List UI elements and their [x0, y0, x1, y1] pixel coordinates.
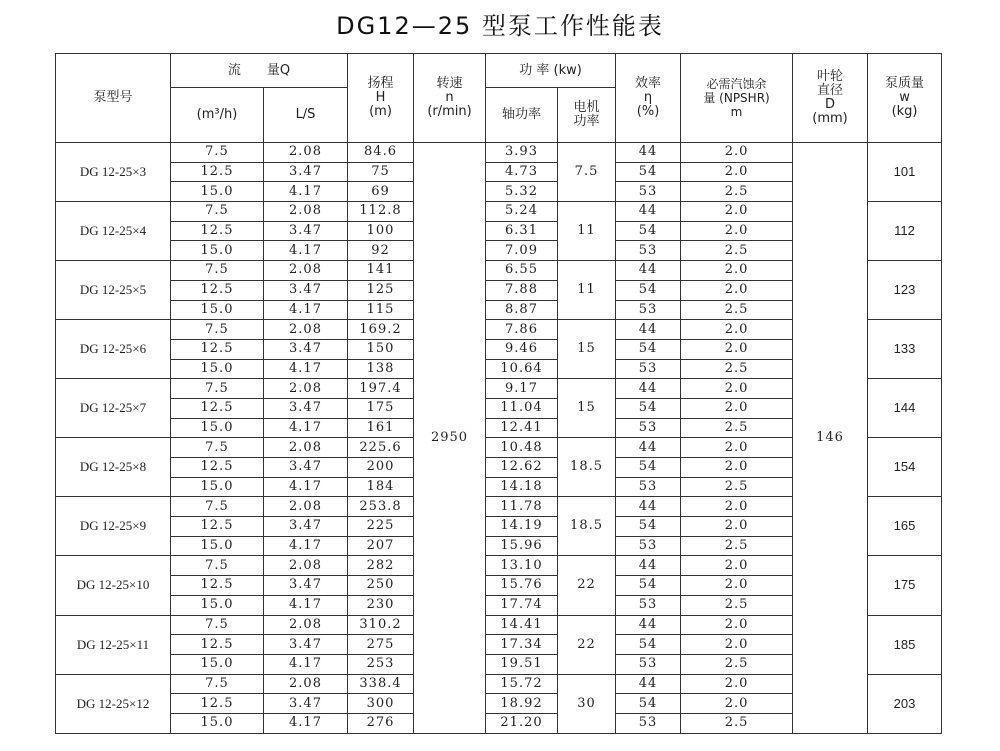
- npshr-cell: 2.0: [681, 694, 793, 714]
- header-speed: [414, 54, 486, 143]
- flow-m3h-cell: 7.5: [171, 379, 264, 399]
- flow-ls-cell: 2.08: [264, 202, 348, 222]
- model-name-cell: DG 12-25×12: [56, 674, 171, 733]
- flow-m3h-cell: 15.0: [171, 241, 264, 261]
- flow-ls-cell: 2.08: [264, 261, 348, 281]
- flow-ls-cell: 3.47: [264, 635, 348, 655]
- header-npshr-line3: m: [730, 105, 743, 119]
- pump-mass-cell: 175: [868, 556, 942, 615]
- table-body: [56, 143, 942, 734]
- flow-m3h-cell: 12.5: [171, 517, 264, 537]
- flow-m3h-cell: 7.5: [171, 143, 264, 163]
- npshr-cell: 2.0: [681, 143, 793, 163]
- header-mass: [868, 54, 942, 143]
- header-mass-label: 泵质量: [885, 76, 925, 91]
- head-cell: 115: [348, 300, 414, 320]
- efficiency-cell: 54: [616, 398, 681, 418]
- flow-m3h-cell: 15.0: [171, 713, 264, 733]
- model-name-cell: DG 12-25×6: [56, 320, 171, 379]
- npshr-cell: 2.0: [681, 379, 793, 399]
- efficiency-cell: 54: [616, 517, 681, 537]
- header-mass-symbol: w: [899, 90, 910, 105]
- head-cell: 112.8: [348, 202, 414, 222]
- efficiency-cell: 54: [616, 576, 681, 596]
- head-cell: 200: [348, 458, 414, 478]
- efficiency-cell: 44: [616, 674, 681, 694]
- table-header: [56, 54, 942, 143]
- flow-ls-cell: 3.47: [264, 280, 348, 300]
- flow-m3h-cell: 15.0: [171, 477, 264, 497]
- pump-mass-cell: 101: [868, 143, 942, 202]
- shaft-power-cell: 15.72: [486, 674, 558, 694]
- npshr-cell: 2.0: [681, 202, 793, 222]
- flow-m3h-cell: 15.0: [171, 300, 264, 320]
- flow-m3h-cell: 15.0: [171, 359, 264, 379]
- head-cell: 197.4: [348, 379, 414, 399]
- head-cell: 125: [348, 280, 414, 300]
- flow-ls-cell: 3.47: [264, 694, 348, 714]
- head-cell: 300: [348, 694, 414, 714]
- flow-m3h-cell: 12.5: [171, 339, 264, 359]
- shaft-power-cell: 21.20: [486, 713, 558, 733]
- npshr-cell: 2.0: [681, 615, 793, 635]
- efficiency-cell: 53: [616, 477, 681, 497]
- flow-ls-cell: 4.17: [264, 713, 348, 733]
- header-model: 泵型号: [56, 54, 171, 143]
- head-cell: 184: [348, 477, 414, 497]
- header-efficiency-symbol: η: [643, 90, 653, 105]
- efficiency-cell: 44: [616, 615, 681, 635]
- model-name-cell: DG 12-25×11: [56, 615, 171, 674]
- head-cell: 250: [348, 576, 414, 596]
- shaft-power-cell: 3.93: [486, 143, 558, 163]
- flow-ls-cell: 3.47: [264, 576, 348, 596]
- npshr-cell: 2.0: [681, 635, 793, 655]
- shaft-power-cell: 12.62: [486, 458, 558, 478]
- header-impeller: [793, 54, 868, 143]
- shaft-power-cell: 5.24: [486, 202, 558, 222]
- efficiency-cell: 53: [616, 536, 681, 556]
- header-head-symbol: H: [375, 90, 386, 105]
- header-impeller-line3: D: [825, 97, 836, 112]
- pump-mass-cell: 165: [868, 497, 942, 556]
- efficiency-cell: 44: [616, 143, 681, 163]
- header-motor-power: [558, 88, 616, 143]
- npshr-cell: 2.5: [681, 182, 793, 202]
- flow-m3h-cell: 12.5: [171, 635, 264, 655]
- npshr-cell: 2.5: [681, 300, 793, 320]
- efficiency-cell: 53: [616, 182, 681, 202]
- efficiency-cell: 54: [616, 280, 681, 300]
- header-efficiency: [616, 54, 681, 143]
- flow-ls-cell: 4.17: [264, 536, 348, 556]
- shaft-power-cell: 9.17: [486, 379, 558, 399]
- header-impeller-line1: 叶轮: [817, 69, 844, 84]
- shaft-power-cell: 15.96: [486, 536, 558, 556]
- pump-mass-cell: 185: [868, 615, 942, 674]
- flow-m3h-cell: 7.5: [171, 674, 264, 694]
- npshr-cell: 2.0: [681, 517, 793, 537]
- head-cell: 338.4: [348, 674, 414, 694]
- pump-mass-cell: 133: [868, 320, 942, 379]
- shaft-power-cell: 15.76: [486, 576, 558, 596]
- efficiency-cell: 53: [616, 418, 681, 438]
- shaft-power-cell: 18.92: [486, 694, 558, 714]
- model-name-cell: DG 12-25×4: [56, 202, 171, 261]
- npshr-cell: 2.0: [681, 339, 793, 359]
- efficiency-cell: 44: [616, 202, 681, 222]
- shaft-power-cell: 7.09: [486, 241, 558, 261]
- npshr-cell: 2.5: [681, 477, 793, 497]
- head-cell: 100: [348, 221, 414, 241]
- motor-power-cell: 15: [558, 379, 616, 438]
- head-cell: 230: [348, 595, 414, 615]
- flow-m3h-cell: 12.5: [171, 576, 264, 596]
- npshr-cell: 2.0: [681, 280, 793, 300]
- efficiency-cell: 54: [616, 458, 681, 478]
- shaft-power-cell: 7.88: [486, 280, 558, 300]
- motor-power-cell: 30: [558, 674, 616, 733]
- npshr-cell: 2.5: [681, 359, 793, 379]
- shaft-power-cell: 10.64: [486, 359, 558, 379]
- shaft-power-cell: 14.41: [486, 615, 558, 635]
- flow-ls-cell: 2.08: [264, 438, 348, 458]
- shaft-power-cell: 10.48: [486, 438, 558, 458]
- header-npshr-line1: 必需汽蚀余: [706, 77, 767, 91]
- shaft-power-cell: 11.04: [486, 398, 558, 418]
- efficiency-cell: 53: [616, 241, 681, 261]
- npshr-cell: 2.0: [681, 261, 793, 281]
- head-cell: 92: [348, 241, 414, 261]
- flow-m3h-cell: 15.0: [171, 418, 264, 438]
- header-motor-power-line2: 功率: [573, 114, 600, 129]
- npshr-cell: 2.0: [681, 556, 793, 576]
- npshr-cell: 2.5: [681, 595, 793, 615]
- pump-mass-cell: 123: [868, 261, 942, 320]
- flow-m3h-cell: 12.5: [171, 458, 264, 478]
- header-flow: 流 量Q: [171, 54, 348, 88]
- pump-mass-cell: 144: [868, 379, 942, 438]
- head-cell: 276: [348, 713, 414, 733]
- head-cell: 225.6: [348, 438, 414, 458]
- flow-ls-cell: 3.47: [264, 221, 348, 241]
- flow-ls-cell: 4.17: [264, 300, 348, 320]
- page-title: DG12—25 型泵工作性能表: [336, 12, 664, 40]
- flow-ls-cell: 3.47: [264, 398, 348, 418]
- head-cell: 175: [348, 398, 414, 418]
- header-impeller-line4: (mm): [812, 111, 848, 126]
- head-cell: 310.2: [348, 615, 414, 635]
- npshr-cell: 2.5: [681, 713, 793, 733]
- header-head: [348, 54, 414, 143]
- efficiency-cell: 54: [616, 635, 681, 655]
- shaft-power-cell: 17.34: [486, 635, 558, 655]
- shaft-power-cell: 19.51: [486, 654, 558, 674]
- head-cell: 75: [348, 162, 414, 182]
- header-shaft-power: 轴功率: [486, 88, 558, 143]
- flow-ls-cell: 3.47: [264, 339, 348, 359]
- shaft-power-cell: 11.78: [486, 497, 558, 517]
- performance-table: [55, 53, 942, 734]
- shaft-power-cell: 7.86: [486, 320, 558, 340]
- npshr-cell: 2.0: [681, 221, 793, 241]
- flow-m3h-cell: 7.5: [171, 261, 264, 281]
- pump-mass-cell: 203: [868, 674, 942, 733]
- head-cell: 253.8: [348, 497, 414, 517]
- npshr-cell: 2.0: [681, 398, 793, 418]
- npshr-cell: 2.5: [681, 536, 793, 556]
- head-cell: 138: [348, 359, 414, 379]
- motor-power-cell: 11: [558, 261, 616, 320]
- shaft-power-cell: 13.10: [486, 556, 558, 576]
- shaft-power-cell: 4.73: [486, 162, 558, 182]
- flow-m3h-cell: 15.0: [171, 536, 264, 556]
- model-name-cell: DG 12-25×7: [56, 379, 171, 438]
- flow-m3h-cell: 7.5: [171, 202, 264, 222]
- motor-power-cell: 22: [558, 615, 616, 674]
- motor-power-cell: 18.5: [558, 497, 616, 556]
- header-npshr-line2: 量 (NPSHR): [703, 91, 770, 105]
- header-flow-ls: L/S: [264, 88, 348, 143]
- model-name-cell: DG 12-25×8: [56, 438, 171, 497]
- efficiency-cell: 54: [616, 162, 681, 182]
- header-npshr: [681, 54, 793, 143]
- shaft-power-cell: 6.31: [486, 221, 558, 241]
- npshr-cell: 2.0: [681, 576, 793, 596]
- npshr-cell: 2.5: [681, 654, 793, 674]
- flow-m3h-cell: 12.5: [171, 162, 264, 182]
- pump-mass-cell: 154: [868, 438, 942, 497]
- shaft-power-cell: 5.32: [486, 182, 558, 202]
- flow-ls-cell: 4.17: [264, 241, 348, 261]
- flow-ls-cell: 2.08: [264, 379, 348, 399]
- table-row: [56, 143, 942, 163]
- npshr-cell: 2.0: [681, 458, 793, 478]
- npshr-cell: 2.5: [681, 241, 793, 261]
- flow-ls-cell: 4.17: [264, 418, 348, 438]
- efficiency-cell: 44: [616, 379, 681, 399]
- motor-power-cell: 22: [558, 556, 616, 615]
- efficiency-cell: 53: [616, 595, 681, 615]
- flow-ls-cell: 2.08: [264, 674, 348, 694]
- model-name-cell: DG 12-25×10: [56, 556, 171, 615]
- header-efficiency-unit: (%): [636, 104, 660, 119]
- pump-mass-cell: 112: [868, 202, 942, 261]
- flow-m3h-cell: 7.5: [171, 615, 264, 635]
- flow-m3h-cell: 12.5: [171, 280, 264, 300]
- npshr-cell: 2.5: [681, 418, 793, 438]
- efficiency-cell: 44: [616, 497, 681, 517]
- header-impeller-line2: 直径: [817, 83, 844, 98]
- flow-m3h-cell: 7.5: [171, 438, 264, 458]
- head-cell: 161: [348, 418, 414, 438]
- head-cell: 282: [348, 556, 414, 576]
- header-motor-power-line1: 电机: [573, 100, 600, 115]
- header-power: 功 率 (kw): [486, 54, 616, 88]
- npshr-cell: 2.0: [681, 438, 793, 458]
- efficiency-cell: 44: [616, 261, 681, 281]
- shaft-power-cell: 14.18: [486, 477, 558, 497]
- flow-ls-cell: 3.47: [264, 458, 348, 478]
- shaft-power-cell: 17.74: [486, 595, 558, 615]
- model-name-cell: DG 12-25×9: [56, 497, 171, 556]
- motor-power-cell: 11: [558, 202, 616, 261]
- flow-m3h-cell: 15.0: [171, 654, 264, 674]
- efficiency-cell: 53: [616, 300, 681, 320]
- flow-m3h-cell: 12.5: [171, 398, 264, 418]
- head-cell: 253: [348, 654, 414, 674]
- flow-m3h-cell: 15.0: [171, 182, 264, 202]
- efficiency-cell: 53: [616, 359, 681, 379]
- efficiency-cell: 53: [616, 713, 681, 733]
- flow-m3h-cell: 12.5: [171, 221, 264, 241]
- header-speed-label: 转速: [436, 76, 463, 91]
- efficiency-cell: 44: [616, 556, 681, 576]
- flow-ls-cell: 3.47: [264, 162, 348, 182]
- shaft-power-cell: 12.41: [486, 418, 558, 438]
- motor-power-cell: 7.5: [558, 143, 616, 202]
- npshr-cell: 2.0: [681, 320, 793, 340]
- head-cell: 275: [348, 635, 414, 655]
- head-cell: 141: [348, 261, 414, 281]
- head-cell: 169.2: [348, 320, 414, 340]
- flow-ls-cell: 2.08: [264, 497, 348, 517]
- header-mass-unit: (kg): [891, 104, 918, 119]
- flow-m3h-cell: 7.5: [171, 556, 264, 576]
- flow-ls-cell: 2.08: [264, 615, 348, 635]
- shaft-power-cell: 6.55: [486, 261, 558, 281]
- efficiency-cell: 54: [616, 339, 681, 359]
- header-head-label: 扬程: [367, 76, 394, 91]
- efficiency-cell: 54: [616, 694, 681, 714]
- flow-ls-cell: 4.17: [264, 595, 348, 615]
- head-cell: 150: [348, 339, 414, 359]
- npshr-cell: 2.0: [681, 497, 793, 517]
- motor-power-cell: 18.5: [558, 438, 616, 497]
- head-cell: 69: [348, 182, 414, 202]
- header-speed-unit: (r/min): [427, 104, 472, 119]
- model-name-cell: DG 12-25×5: [56, 261, 171, 320]
- header-head-unit: (m): [369, 104, 392, 119]
- head-cell: 84.6: [348, 143, 414, 163]
- efficiency-cell: 44: [616, 438, 681, 458]
- flow-ls-cell: 4.17: [264, 359, 348, 379]
- flow-m3h-cell: 15.0: [171, 595, 264, 615]
- shaft-power-cell: 14.19: [486, 517, 558, 537]
- flow-ls-cell: 2.08: [264, 143, 348, 163]
- model-name-cell: DG 12-25×3: [56, 143, 171, 202]
- motor-power-cell: 15: [558, 320, 616, 379]
- header-efficiency-label: 效率: [635, 76, 662, 91]
- npshr-cell: 2.0: [681, 674, 793, 694]
- efficiency-cell: 53: [616, 654, 681, 674]
- head-cell: 207: [348, 536, 414, 556]
- flow-ls-cell: 3.47: [264, 517, 348, 537]
- flow-m3h-cell: 7.5: [171, 320, 264, 340]
- header-flow-m3h: (m³/h): [171, 88, 264, 143]
- header-speed-symbol: n: [445, 90, 454, 105]
- shaft-power-cell: 8.87: [486, 300, 558, 320]
- flow-ls-cell: 2.08: [264, 320, 348, 340]
- efficiency-cell: 44: [616, 320, 681, 340]
- flow-m3h-cell: 7.5: [171, 497, 264, 517]
- speed-cell: 2950: [414, 143, 486, 734]
- shaft-power-cell: 9.46: [486, 339, 558, 359]
- flow-m3h-cell: 12.5: [171, 694, 264, 714]
- flow-ls-cell: 2.08: [264, 556, 348, 576]
- flow-ls-cell: 4.17: [264, 654, 348, 674]
- impeller-diameter-cell: 146: [793, 143, 868, 734]
- npshr-cell: 2.0: [681, 162, 793, 182]
- flow-ls-cell: 4.17: [264, 477, 348, 497]
- flow-ls-cell: 4.17: [264, 182, 348, 202]
- efficiency-cell: 54: [616, 221, 681, 241]
- head-cell: 225: [348, 517, 414, 537]
